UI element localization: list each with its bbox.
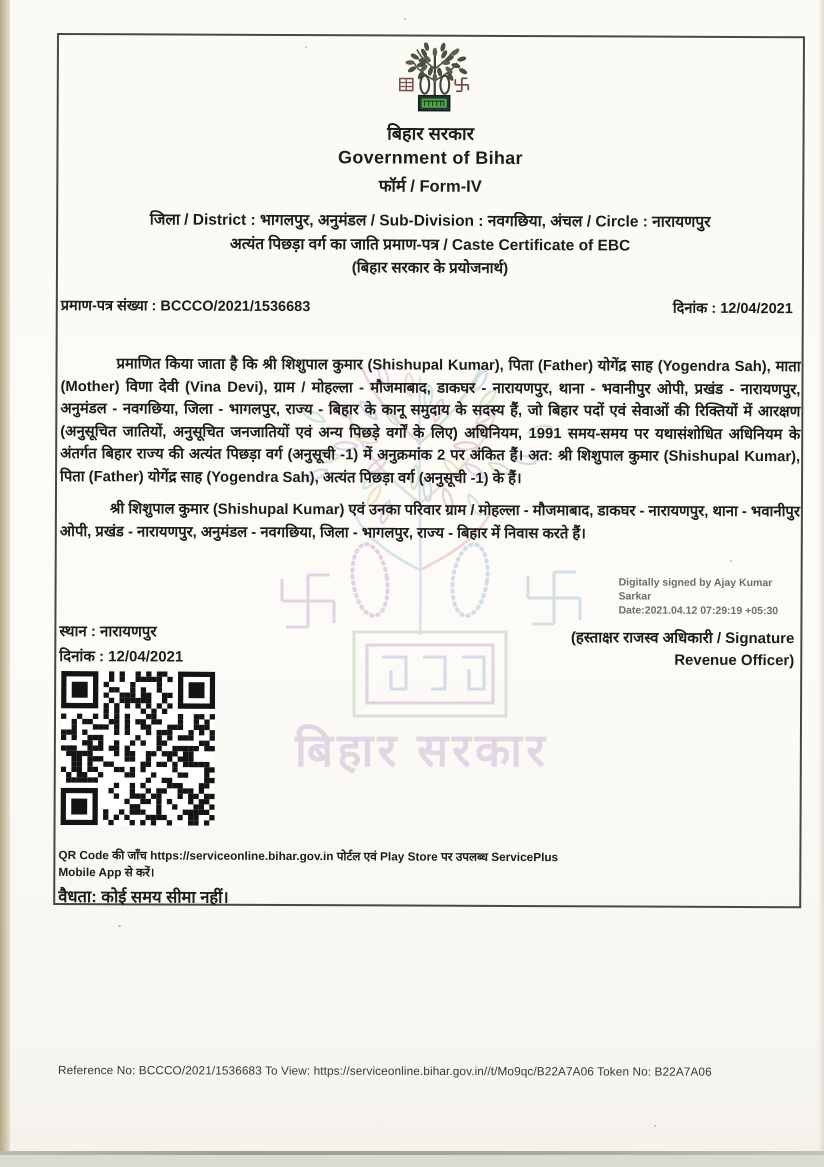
issue-date: दिनांक : 12/04/2021 (672, 300, 793, 318)
watermark-label: बिहार सरकार (294, 724, 550, 776)
certificate-body-paragraph-2: श्री शिशुपाल कुमार (Shishupal Kumar) एवं उनका परिवार ग्राम / मोहल्ला - मौजमाबाद, डाकघर - नारायणपुर, थाना - भवानीपुर ओपी, प्रखंड - नारायणपुर, अनुमंडल - नवगछिया, जिला - भागलपुर, राज्य - बिहार में निवास करते हैं। (59, 501, 800, 542)
footer-reference-line: Reference No: BCCCO/2021/1536683 To View: https://serviceonline.bihar.gov.in//t/Mo9qc/B22A7A06 Token No: B22A7A06 (57, 1063, 712, 1079)
district-subdivision-circle-line: जिला / District : भागलपुर, अनुमंडल / Sub-Division : नवगछिया, अंचल / Circle : नारायणपुर (149, 211, 711, 231)
validity-line: वैधता: कोई समय सीमा नहीं। (58, 888, 229, 907)
scan-speckle (730, 560, 732, 562)
qr-caption-line2: Mobile App से करें। (58, 865, 155, 880)
place-line: स्थान : नारायणपुर (59, 623, 157, 641)
emblem-garland-right (440, 76, 449, 94)
date-line: दिनांक : 12/04/2021 (59, 648, 184, 666)
qr-caption (58, 847, 558, 883)
scan-right-edge-shadow (818, 0, 824, 1157)
scan-speckle (404, 18, 406, 20)
title-english: Government of Bihar (338, 147, 523, 169)
qr-caption-line1: QR Code की जाँच https://serviceonline.bihar.gov.in पोर्टल एवं Play Store पर उपलब्ध ServicePlus (58, 848, 559, 865)
digital-signature-stamp (618, 575, 798, 618)
scan-speckle (654, 1125, 656, 1127)
certificate-body-paragraph-1: प्रमाणित किया जाता है कि श्री शिशुपाल कुमार (Shishupal Kumar), पिता (Father) योगेंद्र साह (Yogendra Sah), माता (Mother) विणा देवी (Vina Devi), ग्राम / मोहल्ला - मौजमाबाद, डाकघर - नारायणपुर, थाना - भवानीपुर ओपी, प्रखंड - नारायणपुर, अनुमंडल - नवगछिया, जिला - भागलपुर, राज्य - बिहार के कानू समुदाय के सदस्य हैं, जो बिहार पदों एवं सेवाओं की रिक्तियों में आरक्षण (अनुसूचित जातियों, अनुसूचित जनजातियों एवं अन्य पिछड़े वर्गों के लिए) अधिनियम, 1991 समय-समय पर यथासंशोधित अधिनियम के अंतर्गत बिहार राज्य की अत्यंत पिछड़ा वर्ग (अनुसूची -1) में अनुक्रमांक 2 पर अंकित हैं। अत: श्री शिशुपाल कुमार (Shishupal Kumar), पिता (Father) योगेंद्र साह (Yogendra Sah), अत्यंत पिछड़ा वर्ग (अनुसूची -1) के हैं। (60, 356, 801, 488)
emblem-garland-left (420, 76, 429, 94)
emblem-swastika-left (400, 78, 413, 90)
place-date-block (59, 619, 183, 670)
scan-bottom-margin (0, 1155, 824, 1167)
certificate-border-frame (53, 33, 805, 908)
scan-speckle (305, 46, 307, 48)
emblem-plaque (419, 96, 450, 111)
certificate-meta-row (61, 295, 793, 318)
scan-left-edge-shadow (0, 0, 10, 1157)
form-number-line: फॉर्म / Form-IV (378, 177, 482, 196)
certificate-number: प्रमाण-पत्र संख्या : BCCCO/2021/1536683 (60, 298, 311, 316)
emblem-leaves (405, 42, 468, 82)
revenue-officer-signature-label: (हस्ताक्षर राजस्व अधिकारी / Signature Revenue Officer) (570, 629, 795, 670)
emblem-swastika-right (455, 78, 468, 91)
bihar-government-emblem (398, 42, 472, 118)
title-hindi: बिहार सरकार (387, 123, 475, 144)
digital-signature-signer: Digitally signed by Ajay Kumar Sarkar (618, 576, 773, 603)
digital-signature-date: Date:2021.04.12 07:29:19 +05:30 (618, 604, 779, 618)
purpose-line: (बिहार सरकार के प्रयोजनार्थ) (351, 259, 509, 277)
scan-speckle (118, 925, 121, 927)
qr-code (61, 671, 216, 826)
certificate-title: अत्यंत पिछड़ा वर्ग का जाति प्रमाण-पत्र / Caste Certificate of EBC (229, 235, 631, 255)
